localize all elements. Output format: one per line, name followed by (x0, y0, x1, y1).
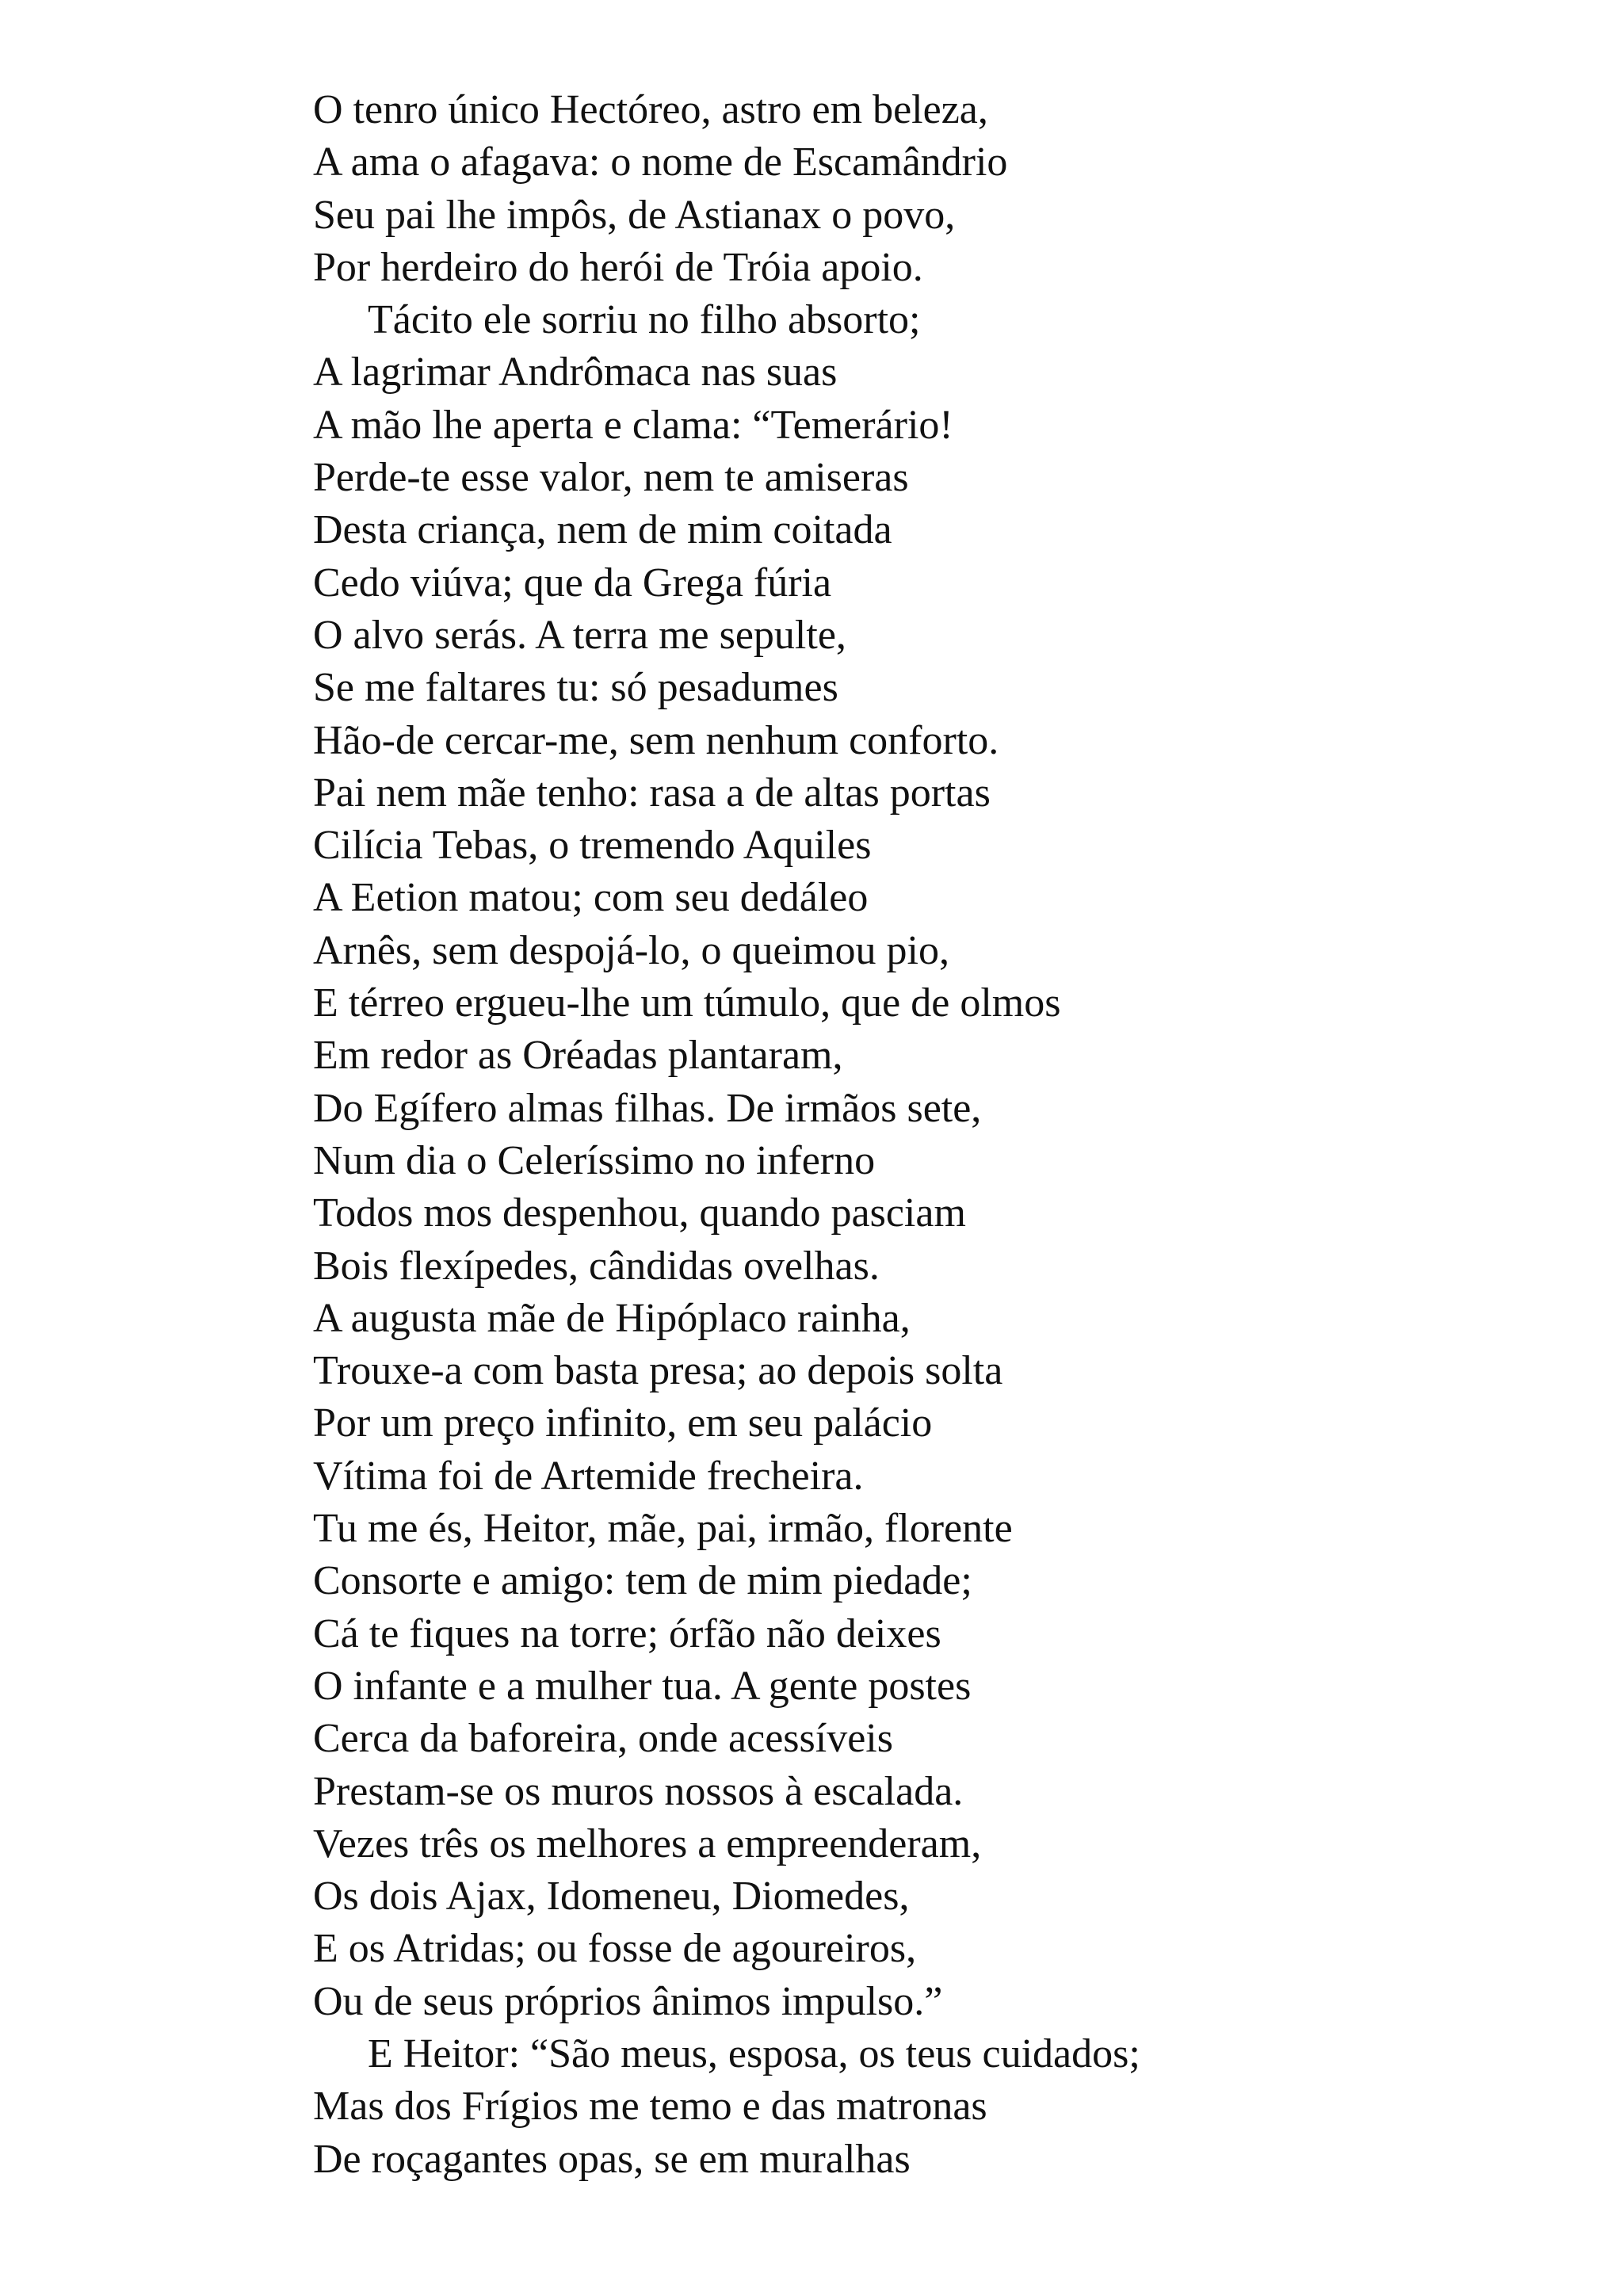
poem-line: O tenro único Hectóreo, astro em beleza, (313, 87, 988, 132)
poem-line: Todos mos despenhou, quando pasciam (313, 1190, 966, 1236)
poem-line: A lagrimar Andrômaca nas suas (313, 350, 838, 395)
poem-line: Cilícia Tebas, o tremendo Aquiles (313, 823, 872, 869)
poem-line: A mão lhe aperta e clama: “Temerário! (313, 402, 953, 448)
poem-line: Cerca da baforeira, onde acessíveis (313, 1716, 893, 1762)
poem-line: A Eetion matou; com seu dedáleo (313, 875, 869, 921)
poem-line: Desta criança, nem de mim coitada (313, 507, 892, 553)
poem-line: Perde-te esse valor, nem te amiseras (313, 455, 909, 501)
poem-line: O alvo serás. A terra me sepulte, (313, 612, 846, 658)
poem-line: Cedo viúva; que da Grega fúria (313, 560, 832, 606)
poem-line: Por herdeiro do herói de Tróia apoio. (313, 244, 923, 290)
poem-line: Cá te fiques na torre; órfão não deixes (313, 1610, 941, 1656)
poem-line: Vítima foi de Artemide frecheira. (313, 1453, 864, 1499)
poem-line: Num dia o Celeríssimo no inferno (313, 1137, 876, 1183)
poem-line: Hão-de cercar-me, sem nenhum conforto. (313, 717, 999, 763)
poem-line: A augusta mãe de Hipóplaco rainha, (313, 1295, 911, 1341)
poem-line: Vezes três os melhores a empreenderam, (313, 1820, 982, 1866)
poem-line: Ou de seus próprios ânimos impulso.” (313, 1978, 943, 2024)
poem-line: Tácito ele sorriu no filho absorto; (368, 297, 921, 343)
poem-line: De roçagantes opas, se em muralhas (313, 2136, 911, 2182)
poem-line: Prestam-se os muros nossos à escalada. (313, 1768, 964, 1814)
poem-line: E térreo ergueu-lhe um túmulo, que de olmos (313, 980, 1061, 1026)
poem-line: Arnês, sem despojá-lo, o queimou pio, (313, 927, 949, 973)
poem-line: Pai nem mãe tenho: rasa a de altas portas (313, 770, 991, 816)
poem-line: Seu pai lhe impôs, de Astianax o povo, (313, 192, 956, 238)
poem-line: Se me faltares tu: só pesadumes (313, 665, 838, 711)
poem-line: Do Egífero almas filhas. De irmãos sete, (313, 1085, 982, 1131)
poem-line: Em redor as Oréadas plantaram, (313, 1033, 843, 1079)
poem-line: Por um preço infinito, em seu palácio (313, 1400, 933, 1446)
poem-line: Trouxe-a com basta presa; ao depois solta (313, 1348, 1003, 1394)
poem-line: A ama o afagava: o nome de Escamândrio (313, 139, 1008, 185)
poem-line: E os Atridas; ou fosse de agoureiros, (313, 1926, 917, 1972)
poem-line: Os dois Ajax, Idomeneu, Diomedes, (313, 1874, 910, 1920)
poem-text (313, 84, 1140, 2186)
poem-line: Tu me és, Heitor, mãe, pai, irmão, florente (313, 1506, 1013, 1552)
poem-line: Mas dos Frígios me temo e das matronas (313, 2084, 987, 2130)
poem-line: Consorte e amigo: tem de mim piedade; (313, 1558, 972, 1604)
poem-line: Bois flexípedes, cândidas ovelhas. (313, 1243, 880, 1289)
poem-line: O infante e a mulher tua. A gente postes (313, 1663, 972, 1709)
poem-line: E Heitor: “São meus, esposa, os teus cuidados; (368, 2030, 1140, 2076)
